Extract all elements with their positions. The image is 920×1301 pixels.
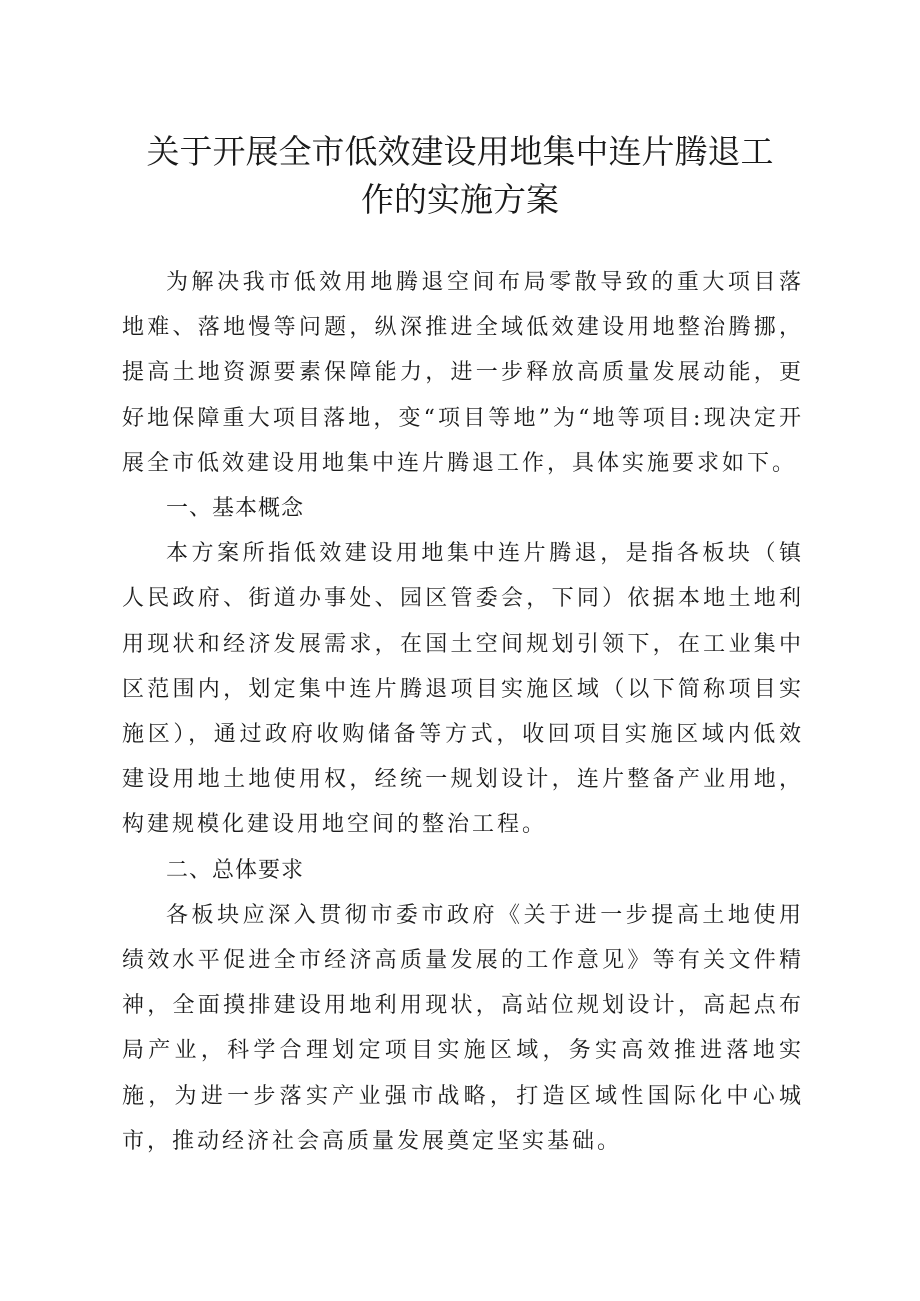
section-heading-basic-concept: 一、基本概念: [166, 496, 305, 522]
document-body: [122, 260, 804, 1164]
document-title: [120, 128, 800, 224]
section-heading-general-requirements: 二、总体要求: [166, 857, 305, 883]
intro-paragraph: 为解决我市低效用地腾退空间布局零散导致的重大项目落地难、落地慢等问题，纵深推进全域低效建设用地整治腾挪，提高土地资源要素保障能力，进一步释放高质量发展动能，更好地保障重大项目落地，变“项目等地”为“地等项目:现决定开展全市低效建设用地集中连片腾退工作，具体实施要求如下。: [122, 270, 804, 476]
document-title-line-1: 关于开展全市低效建设用地集中连片腾退工: [146, 132, 774, 171]
section-paragraph-basic-concept: 本方案所指低效建设用地集中连片腾退，是指各板块（镇人民政府、街道办事处、园区管委会，下同）依据本地土地利用现状和经济发展需求，在国土空间规划引领下，在工业集中区范围内，划定集中连片腾退项目实施区域（以下简称项目实施区），通过政府收购储备等方式，收回项目实施区域内低效建设用地土地使用权，经统一规划设计，连片整备产业用地，构建规模化建设用地空间的整治工程。: [122, 541, 804, 838]
document-title-line-2: 作的实施方案: [361, 180, 559, 219]
section-paragraph-general-requirements: 各板块应深入贯彻市委市政府《关于进一步提高土地使用绩效水平促进全市经济高质量发展的工作意见》等有关文件精神，全面摸排建设用地利用现状，高站位规划设计，高起点布局产业，科学合理划定项目实施区域，务实高效推进落地实施，为进一步落实产业强市战略，打造区域性国际化中心城市，推动经济社会高质量发展奠定坚实基础。: [122, 902, 804, 1154]
